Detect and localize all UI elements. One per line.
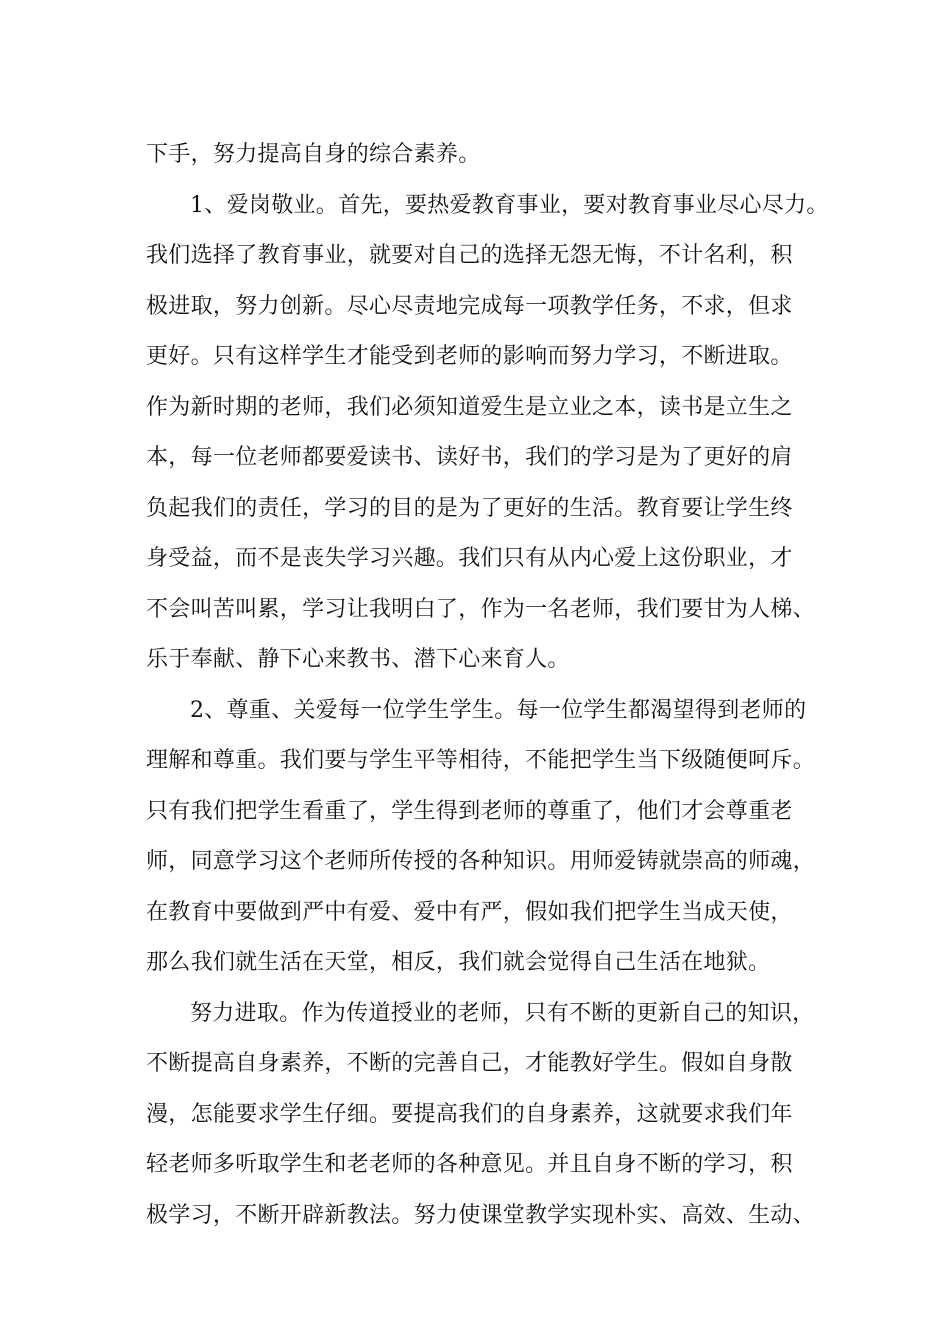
text-line: 漫，怎能要求学生仔细。要提高我们的自身素养，这就要求我们年: [146, 1101, 793, 1127]
text-line: 只有我们把学生看重了，学生得到老师的尊重了，他们才会尊重老: [146, 798, 793, 824]
body-text: [146, 130, 829, 1241]
text-line: 在教育中要做到严中有爱、爱中有严，假如我们把学生当成天使，: [146, 899, 793, 925]
text-line: 理解和尊重。我们要与学生平等相待，不能把学生当下级随便呵斥。: [146, 748, 816, 773]
text-line: 不会叫苦叫累，学习让我明白了，作为一名老师，我们要甘为人梯、: [146, 596, 816, 622]
text-line: 那么我们就生活在天堂，相反，我们就会觉得自己生活在地狱。: [146, 950, 771, 975]
text-line: 作为新时期的老师，我们必须知道爱生是立业之本，读书是立生之: [146, 394, 793, 420]
text-line: 我们选择了教育事业，就要对自己的选择无怨无悔，不计名利，积: [146, 243, 793, 268]
text-line: 更好。只有这样学生才能受到老师的影响而努力学习，不断进取。: [146, 344, 793, 369]
text-line: 身受益，而不是丧失学习兴趣。我们只有从内心爱上这份职业，才: [146, 546, 793, 571]
text-line: 极学习，不断开辟新教法。努力使课堂教学实现朴实、高效、生动、: [146, 1202, 816, 1228]
text-line: 乐于奉献、静下心来教书、潜下心来育人。: [146, 647, 570, 672]
text-line: 不断提高自身素养，不断的完善自己，才能教好学生。假如自身散: [146, 1051, 793, 1076]
text-line: 负起我们的责任，学习的目的是为了更好的生活。教育要让学生终: [146, 495, 793, 521]
text-line: 努力进取。作为传道授业的老师，只有不断的更新自己的知识，: [190, 1000, 815, 1026]
text-line: 下手，努力提高自身的综合素养。: [146, 142, 481, 167]
text-line: 2、尊重、关爱每一位学生学生。每一位学生都渴望得到老师的: [190, 697, 807, 723]
text-line: 极进取，努力创新。尽心尽责地完成每一项教学任务，不求，但求: [146, 293, 793, 319]
text-line: 轻老师多听取学生和老老师的各种意见。并且自身不断的学习，积: [146, 1152, 793, 1177]
text-line: 1、爱岗敬业。首先，要热爱教育事业，要对教育事业尽心尽力。: [190, 192, 829, 218]
text-line: 本，每一位老师都要爱读书、读好书，我们的学习是为了更好的肩: [146, 445, 793, 470]
text-line: 师，同意学习这个老师所传授的各种知识。用师爱铸就崇高的师魂，: [146, 849, 816, 874]
